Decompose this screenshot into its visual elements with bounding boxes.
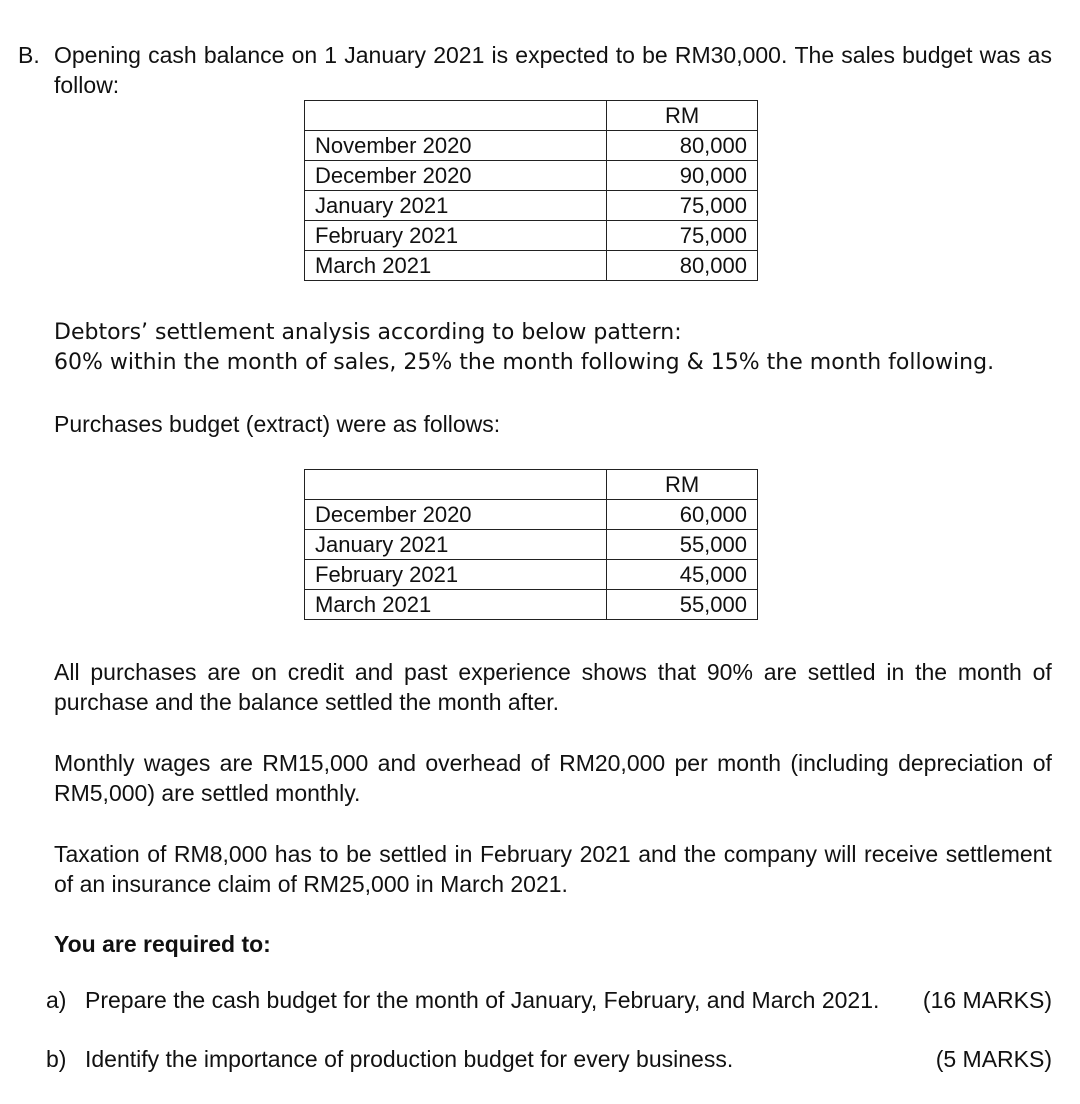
taxation-line-2: of an insurance claim of RM25,000 in March 2021. bbox=[54, 871, 568, 897]
month-cell: December 2020 bbox=[305, 500, 607, 530]
intro-line-1: Opening cash balance on 1 January 2021 is expected to be RM30,000. The sales budget was as bbox=[54, 42, 1052, 68]
table-row bbox=[305, 590, 758, 620]
month-cell: February 2021 bbox=[305, 560, 607, 590]
amount-cell: 80,000 bbox=[607, 251, 758, 281]
debtors-line-1: Debtors’ settlement analysis according to below pattern: bbox=[54, 320, 682, 345]
required-item-b-label: b) bbox=[46, 1046, 67, 1072]
amount-cell: 55,000 bbox=[607, 530, 758, 560]
month-cell: February 2021 bbox=[305, 221, 607, 251]
currency-header: RM bbox=[607, 101, 758, 131]
required-item-b-marks: (5 MARKS) bbox=[935, 1046, 1052, 1072]
amount-cell: 60,000 bbox=[607, 500, 758, 530]
table-row bbox=[305, 221, 758, 251]
table-row bbox=[305, 530, 758, 560]
month-cell: March 2021 bbox=[305, 251, 607, 281]
table-header-row bbox=[305, 470, 758, 500]
purchases-budget-table bbox=[304, 469, 758, 620]
required-item-a-label: a) bbox=[46, 987, 67, 1013]
month-cell: January 2021 bbox=[305, 530, 607, 560]
wages-line-1: Monthly wages are RM15,000 and overhead of RM20,000 per month (including depreciation of bbox=[54, 750, 1052, 776]
table-row bbox=[305, 131, 758, 161]
header-blank-cell bbox=[305, 470, 607, 500]
taxation-line-1: Taxation of RM8,000 has to be settled in February 2021 and the company will receive settlement bbox=[54, 841, 1052, 867]
required-heading: You are required to: bbox=[54, 931, 271, 957]
required-item-b-text: Identify the importance of production budget for every business. bbox=[85, 1046, 734, 1072]
intro-line-2: follow: bbox=[54, 72, 120, 98]
table-header-row bbox=[305, 101, 758, 131]
required-item-a-marks: (16 MARKS) bbox=[922, 987, 1052, 1013]
amount-cell: 45,000 bbox=[607, 560, 758, 590]
debtors-line-2: 60% within the month of sales, 25% the month following & 15% the month following. bbox=[54, 350, 995, 375]
table-row bbox=[305, 560, 758, 590]
table-row bbox=[305, 500, 758, 530]
amount-cell: 80,000 bbox=[607, 131, 758, 161]
credit-purchases-line-1: All purchases are on credit and past experience shows that 90% are settled in the month of bbox=[54, 659, 1052, 685]
credit-purchases-paragraph bbox=[54, 657, 1052, 687]
purchases-intro: Purchases budget (extract) were as follows: bbox=[54, 411, 501, 437]
amount-cell: 55,000 bbox=[607, 590, 758, 620]
header-blank-cell bbox=[305, 101, 607, 131]
month-cell: December 2020 bbox=[305, 161, 607, 191]
month-cell: January 2021 bbox=[305, 191, 607, 221]
wages-line-2: RM5,000) are settled monthly. bbox=[54, 780, 361, 806]
intro-paragraph bbox=[54, 40, 1052, 70]
taxation-paragraph bbox=[54, 839, 1052, 869]
month-cell: March 2021 bbox=[305, 590, 607, 620]
table-row bbox=[305, 161, 758, 191]
sales-budget-table bbox=[304, 100, 758, 281]
credit-purchases-line-2: purchase and the balance settled the month after. bbox=[54, 689, 560, 715]
amount-cell: 75,000 bbox=[607, 221, 758, 251]
amount-cell: 75,000 bbox=[607, 191, 758, 221]
wages-paragraph bbox=[54, 748, 1052, 778]
question-label: B. bbox=[18, 42, 40, 68]
month-cell: November 2020 bbox=[305, 131, 607, 161]
table-row bbox=[305, 191, 758, 221]
amount-cell: 90,000 bbox=[607, 161, 758, 191]
currency-header: RM bbox=[607, 470, 758, 500]
required-item-a-text: Prepare the cash budget for the month of January, February, and March 2021. bbox=[85, 987, 880, 1013]
table-row bbox=[305, 251, 758, 281]
